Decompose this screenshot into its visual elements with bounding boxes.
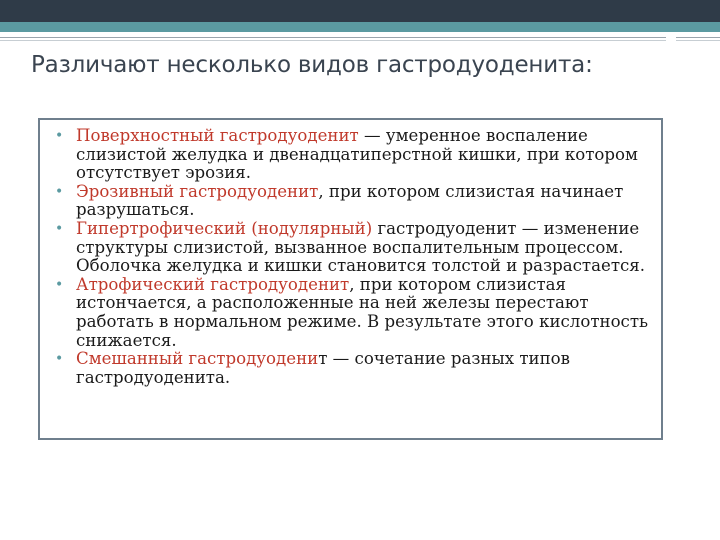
header-band-dark: [0, 0, 720, 22]
slide-title-text: Различают несколько видов гастродуоденита: [31, 52, 586, 78]
list-item: [55, 274, 653, 350]
item-text: , при котором слизистая начинает разрушаться.: [76, 181, 624, 220]
bullet-icon: •: [55, 276, 64, 293]
list-item: [55, 126, 653, 183]
list-item: [55, 181, 653, 220]
item-term: Эрозивный гастродуоденит: [76, 181, 319, 201]
item-text: гастродуоденит — изменение структуры слизистой, вызванное воспалительным процессом. Оболочка желудка и кишки становится толстой и разрастается.: [76, 218, 646, 276]
bullet-icon: •: [55, 220, 64, 237]
divider-line-right: [676, 37, 720, 41]
bullet-icon: •: [55, 183, 64, 200]
bullet-icon: •: [55, 351, 64, 368]
content-box: [38, 118, 663, 440]
item-term: Смешанный гастродуодени: [76, 349, 319, 369]
list-item: [55, 218, 653, 276]
item-text: т — сочетание разных типов гастродуоденита.: [76, 349, 571, 387]
item-term: Гипертрофический (нодулярный): [76, 218, 373, 238]
divider-line-secondary: [0, 40, 666, 41]
slide-title: [31, 52, 593, 78]
item-term: Атрофический гастродуоденит: [76, 274, 350, 294]
item-term: Поверхностный гастродуоденит: [76, 126, 359, 145]
item-text: — умеренное воспаление слизистой желудка и двенадцатиперстной кишки, при котором отсутствует эрозия.: [76, 126, 638, 183]
header-band-accent: [0, 22, 720, 32]
divider-line: [0, 37, 666, 38]
slide-title-colon: :: [585, 52, 593, 78]
types-list: [40, 120, 661, 387]
list-item: [55, 349, 653, 387]
bullet-icon: •: [55, 128, 64, 144]
item-text: , при котором слизистая истончается, а расположенные на ней железы перестают работать в нормальном режиме. В результате этого кислотность снижается.: [76, 274, 649, 350]
